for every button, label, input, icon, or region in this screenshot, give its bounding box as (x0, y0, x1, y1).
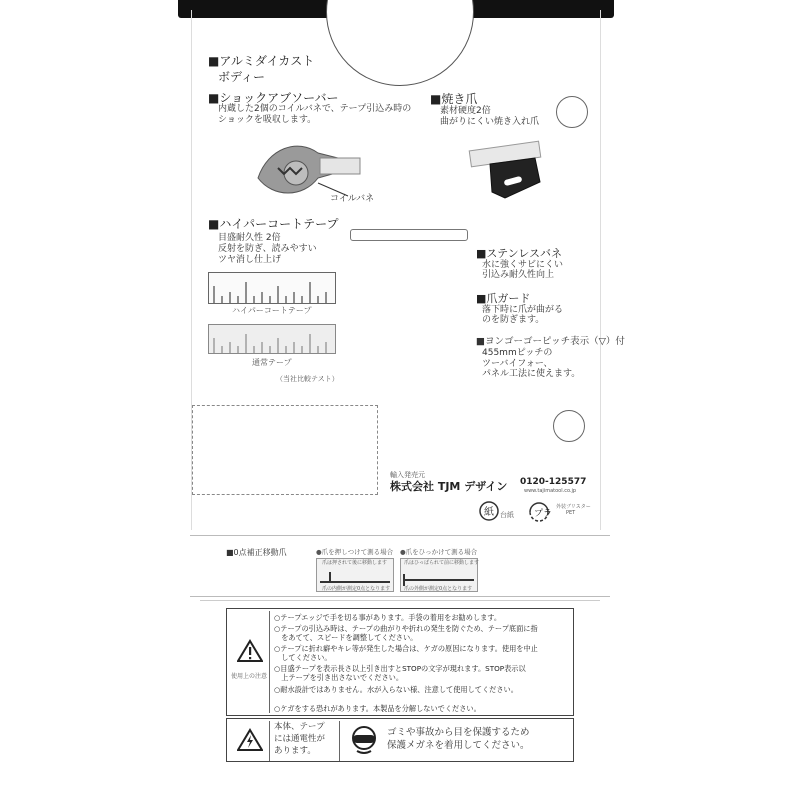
electric-divider-2 (339, 721, 340, 761)
caution-line: ○テープに折れ癖やキレ等が発生した場合は、ケガの原因になります。使用を中止 (274, 644, 538, 653)
zero-pull-note: 爪はひっぱられて前に移動します (404, 560, 480, 566)
normal-tape-sample (208, 324, 336, 354)
electric-goggle-box (226, 718, 574, 762)
paper-recycle-label: 台紙 (500, 511, 514, 519)
feature-shock-desc2: ショックを吸収します。 (218, 115, 317, 125)
goggle-line-2: 保護メガネを着用してください。 (387, 740, 530, 751)
dashed-cut-area (192, 405, 378, 495)
left-fold (178, 10, 192, 530)
feature-shock-desc1: 内蔵した2個のコイルバネで、テープ引込み時の (218, 104, 412, 114)
hyper-coat-tape-sample (208, 272, 336, 304)
zero-push-note: 爪は押されて後に移動します (322, 560, 388, 566)
feature-guard-title: ■爪ガード (476, 292, 531, 305)
feature-tape-title: ■ハイパーコートテープ (208, 217, 339, 231)
right-fold (600, 10, 614, 530)
caution-label: 使用上の注意 (231, 673, 268, 680)
feature-tape-desc2: 反射を防ぎ、読みやすい (218, 244, 317, 254)
feature-shock-title: ■ショックアブソーバー (208, 91, 339, 105)
feature-claw-desc2: 曲がりにくい焼き入れ爪 (440, 117, 540, 127)
feature-tape-desc1: 目盛耐久性 2倍 (218, 233, 281, 243)
hang-hole-top (556, 96, 588, 128)
feature-pitch-desc2: ツーバイフォー、 (482, 359, 553, 369)
window-slot (350, 229, 468, 241)
caution-line: してください。 (274, 653, 332, 662)
feature-pitch-title: ■ヨンゴーゴーピッチ表示（▽）付 (476, 336, 625, 347)
caution-line: ○目盛テープを表示長さ以上引き出すとSTOPの文字が現れます。STOP表示以 (274, 664, 526, 673)
hardened-claw-illustration (460, 134, 550, 206)
company-label: 輸入発売元 (390, 471, 425, 479)
electric-line-1: 本体、テープ (274, 722, 325, 732)
feature-claw-title: ■焼き爪 (430, 92, 478, 106)
feature-spring-desc2: 引込み耐久性向上 (482, 270, 555, 280)
caution-line: ○ケガをする恐れがあります。本製品を分解しないでください。 (274, 704, 481, 713)
warning-icon (237, 639, 263, 663)
caution-line: ○テープエッジで手を切る事があります。手袋の着用をお勧めします。 (274, 613, 502, 622)
feature-spring-desc1: 水に強くサビにくい (482, 260, 564, 270)
electric-warning-icon (237, 728, 263, 752)
hyper-tape-label: ハイパーコートテープ (232, 306, 312, 315)
svg-text:紙: 紙 (484, 507, 494, 518)
caution-box (226, 608, 574, 716)
hang-hole-bottom (553, 410, 585, 442)
feature-guard-desc2: のを防ぎます。 (482, 315, 545, 325)
company-phone: 0120-125577 (520, 477, 587, 487)
feature-tape-desc3: ツヤ消し仕上げ (218, 255, 282, 265)
paper-recycle-icon (478, 500, 500, 522)
electric-line-2: には通電性が (274, 734, 326, 744)
pet-label-1: 外装ブリスター (556, 504, 591, 510)
caution-line: ○テープの引込み時は、テープの曲がりや折れの発生を防ぐため、テープ底面に指 (274, 624, 538, 633)
coil-spring-illustration (248, 128, 378, 204)
caution-line: をあてて、スピードを調整してください。 (274, 633, 418, 642)
zero-pull-title: ●爪をひっかけて測る場合 (400, 548, 478, 556)
feature-body-title2: ボディー (218, 70, 266, 84)
feature-spring-title: ■ステンレスバネ (476, 247, 563, 260)
company-name: 株式会社 TJM デザイン (390, 480, 508, 493)
caution-line: ○耐水設計ではありません。水が入らない様、注意して使用してください。 (274, 685, 518, 694)
feature-claw-desc1: 素材硬度2倍 (440, 106, 491, 116)
electric-divider-1 (269, 721, 270, 761)
feature-pitch-desc1: 455mmピッチの (482, 348, 553, 358)
zero-correction-title: ■0点補正移動爪 (226, 548, 287, 557)
company-url: www.tajimatool.co.jp (524, 488, 577, 494)
feature-body-title: ■アルミダイカスト (208, 54, 315, 68)
zero-pull-bottom: 爪の外側が測定0点となります (404, 586, 473, 592)
normal-tape-label: 通常テープ (252, 358, 292, 367)
caution-divider (269, 611, 270, 713)
goggles-icon (347, 725, 381, 755)
zero-push-title: ●爪を押しつけて測る場合 (316, 548, 394, 556)
goggle-line-1: ゴミや事故から目を保護するため (387, 727, 530, 738)
comparison-note: （当社比較テスト） (276, 375, 339, 383)
svg-text:プラ: プラ (534, 509, 552, 519)
feature-pitch-desc3: パネル工法に使えます。 (482, 369, 581, 379)
coil-spring-label: コイルバネ (330, 194, 375, 204)
pet-label-2: PET (566, 510, 576, 516)
zero-push-bottom: 爪の内側が測定0点となります (322, 586, 391, 592)
electric-line-3: あります。 (274, 746, 316, 756)
plastic-recycle-icon (526, 500, 552, 522)
feature-guard-desc1: 落下時に爪が曲がる (482, 305, 564, 315)
caution-line: 上テープを引き出さないでください。 (274, 673, 404, 682)
